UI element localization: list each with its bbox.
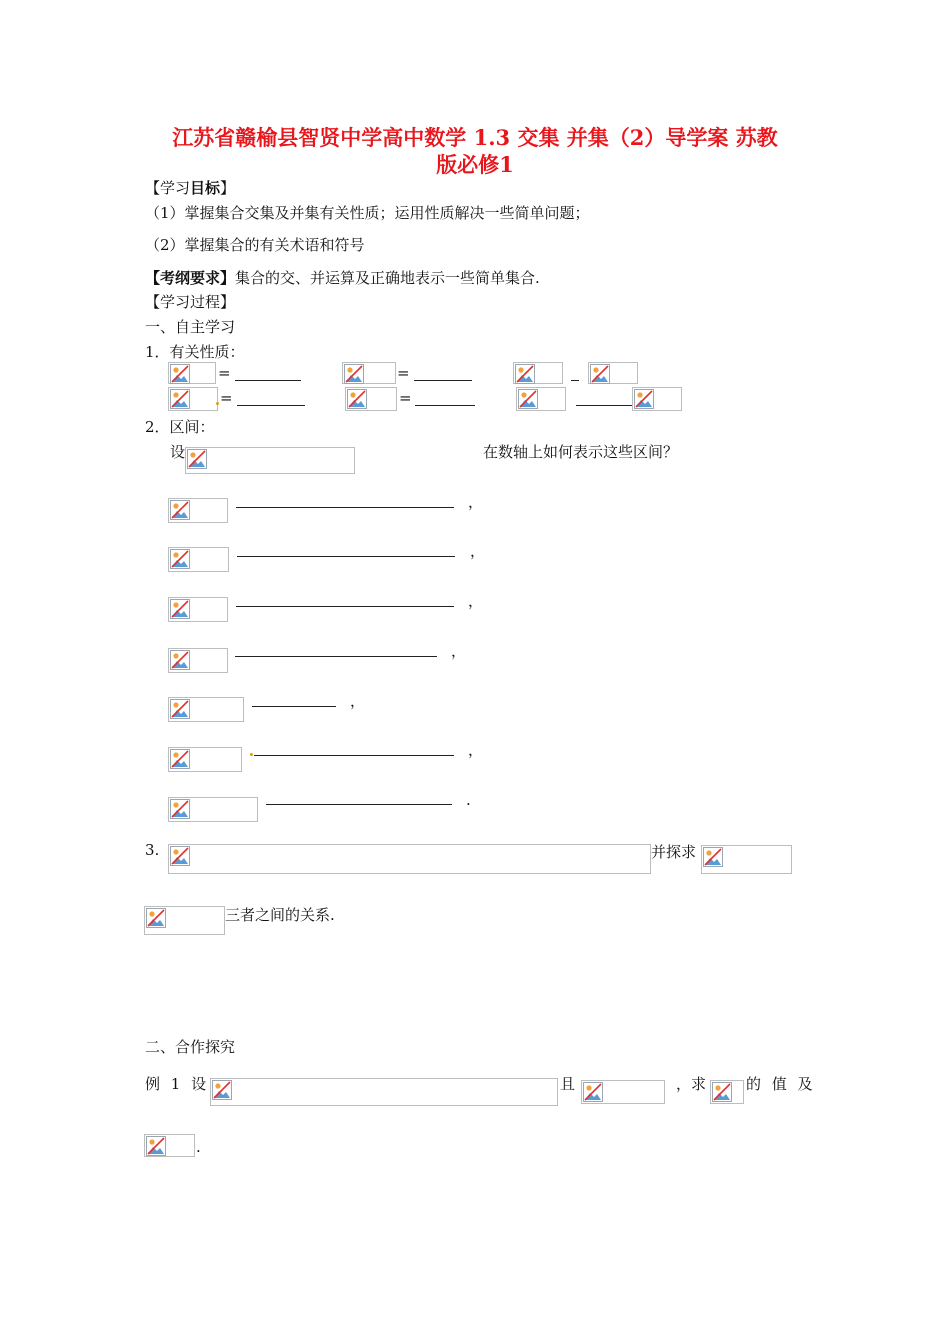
formula-image (632, 387, 682, 411)
formula-image (513, 362, 563, 384)
answer-blank (415, 405, 475, 406)
number-line-question: 在数轴上如何表示这些区间？ (483, 443, 679, 461)
formula-image (342, 362, 396, 384)
formula-image (168, 797, 258, 822)
answer-blank (235, 656, 437, 657)
answer-blank (237, 556, 455, 557)
formula-image (345, 387, 397, 411)
answer-blank (576, 405, 634, 406)
process-header: 【学习过程】 (145, 293, 236, 311)
doc-title-line2: 版必修1 (436, 152, 514, 177)
section-2-heading: 二、合作探究 (145, 1038, 236, 1056)
answer-blank (254, 755, 454, 756)
goal-1: （1）掌握集合交集及并集有关性质；运用性质解决一些简单问题； (145, 204, 590, 222)
formula-image (144, 1134, 195, 1157)
formula-image (701, 845, 792, 874)
broken-image-icon (170, 749, 190, 769)
formula-image (168, 362, 216, 384)
broken-image-icon (170, 599, 190, 619)
set-label: 设 (170, 443, 186, 461)
answer-blank (252, 706, 336, 707)
example-1-label: 例 1 设 (145, 1075, 207, 1093)
item-3-number: 3. (145, 841, 160, 859)
formula-image (210, 1078, 558, 1106)
item-3-tail: 三者之间的关系. (225, 906, 335, 924)
formula-image (168, 547, 229, 572)
formula-image (144, 906, 225, 935)
broken-image-icon (187, 449, 207, 469)
broken-image-icon (170, 846, 190, 866)
comma: ， (470, 542, 486, 560)
formula-image (168, 697, 244, 722)
formula-image (516, 387, 566, 411)
example-1-end: . (196, 1138, 201, 1156)
equals-sign: = (218, 364, 231, 382)
broken-image-icon (212, 1080, 232, 1100)
broken-image-icon (146, 908, 166, 928)
formula-image (588, 362, 638, 384)
broken-image-icon (583, 1082, 603, 1102)
item-1-heading: 1．有关性质： (145, 343, 245, 361)
example-1-value: 的 值 及 (746, 1075, 813, 1093)
answer-blank (236, 507, 454, 508)
comma: ， (468, 741, 484, 759)
formula-image (168, 498, 228, 523)
formula-image (168, 844, 651, 874)
formula-image (168, 597, 228, 622)
comma: ， (350, 692, 366, 710)
broken-image-icon (703, 847, 723, 867)
answer-blank (235, 380, 301, 381)
equals-sign: = (220, 389, 233, 407)
broken-image-icon (515, 364, 535, 384)
broken-image-icon (170, 650, 190, 670)
answer-blank (571, 380, 579, 381)
goals-header: 【学习目标】 (145, 179, 236, 197)
broken-image-icon (518, 389, 538, 409)
period: . (466, 791, 471, 809)
broken-image-icon (634, 389, 654, 409)
answer-blank (414, 380, 472, 381)
answer-blank (236, 606, 454, 607)
broken-image-icon (170, 549, 190, 569)
broken-image-icon (344, 364, 364, 384)
broken-image-icon (170, 389, 190, 409)
item-2-heading: 2．区间： (145, 418, 215, 436)
comma: ， (468, 592, 484, 610)
broken-image-icon (712, 1082, 732, 1102)
broken-image-icon (170, 699, 190, 719)
answer-blank (237, 405, 305, 406)
item-3-text: 并探求 (651, 843, 697, 861)
example-1-find: ，求 (676, 1075, 707, 1093)
broken-image-icon (170, 799, 190, 819)
equals-sign: = (397, 364, 410, 382)
section-1-heading: 一、自主学习 (145, 318, 236, 336)
broken-image-icon (170, 364, 190, 384)
formula-image (168, 387, 218, 411)
broken-image-icon (347, 389, 367, 409)
answer-blank (266, 804, 452, 805)
requirements: 【考纲要求】集合的交、并运算及正确地表示一些简单集合. (145, 269, 540, 287)
formula-image (710, 1080, 744, 1104)
anchor-mark (216, 402, 219, 405)
formula-image (168, 648, 228, 673)
broken-image-icon (590, 364, 610, 384)
broken-image-icon (170, 500, 190, 520)
equals-sign: = (399, 389, 412, 407)
anchor-mark (250, 753, 253, 756)
formula-image (581, 1080, 665, 1104)
doc-title-line1: 江苏省赣榆县智贤中学高中数学 1.3 交集 并集（2）导学案 苏教 (172, 125, 778, 150)
goal-2: （2）掌握集合的有关术语和符号 (145, 236, 365, 254)
example-1-and: 且 (560, 1075, 576, 1093)
formula-image (168, 747, 242, 772)
broken-image-icon (146, 1136, 166, 1156)
comma: ， (468, 493, 484, 511)
formula-image (185, 447, 355, 474)
comma: ， (451, 642, 467, 660)
